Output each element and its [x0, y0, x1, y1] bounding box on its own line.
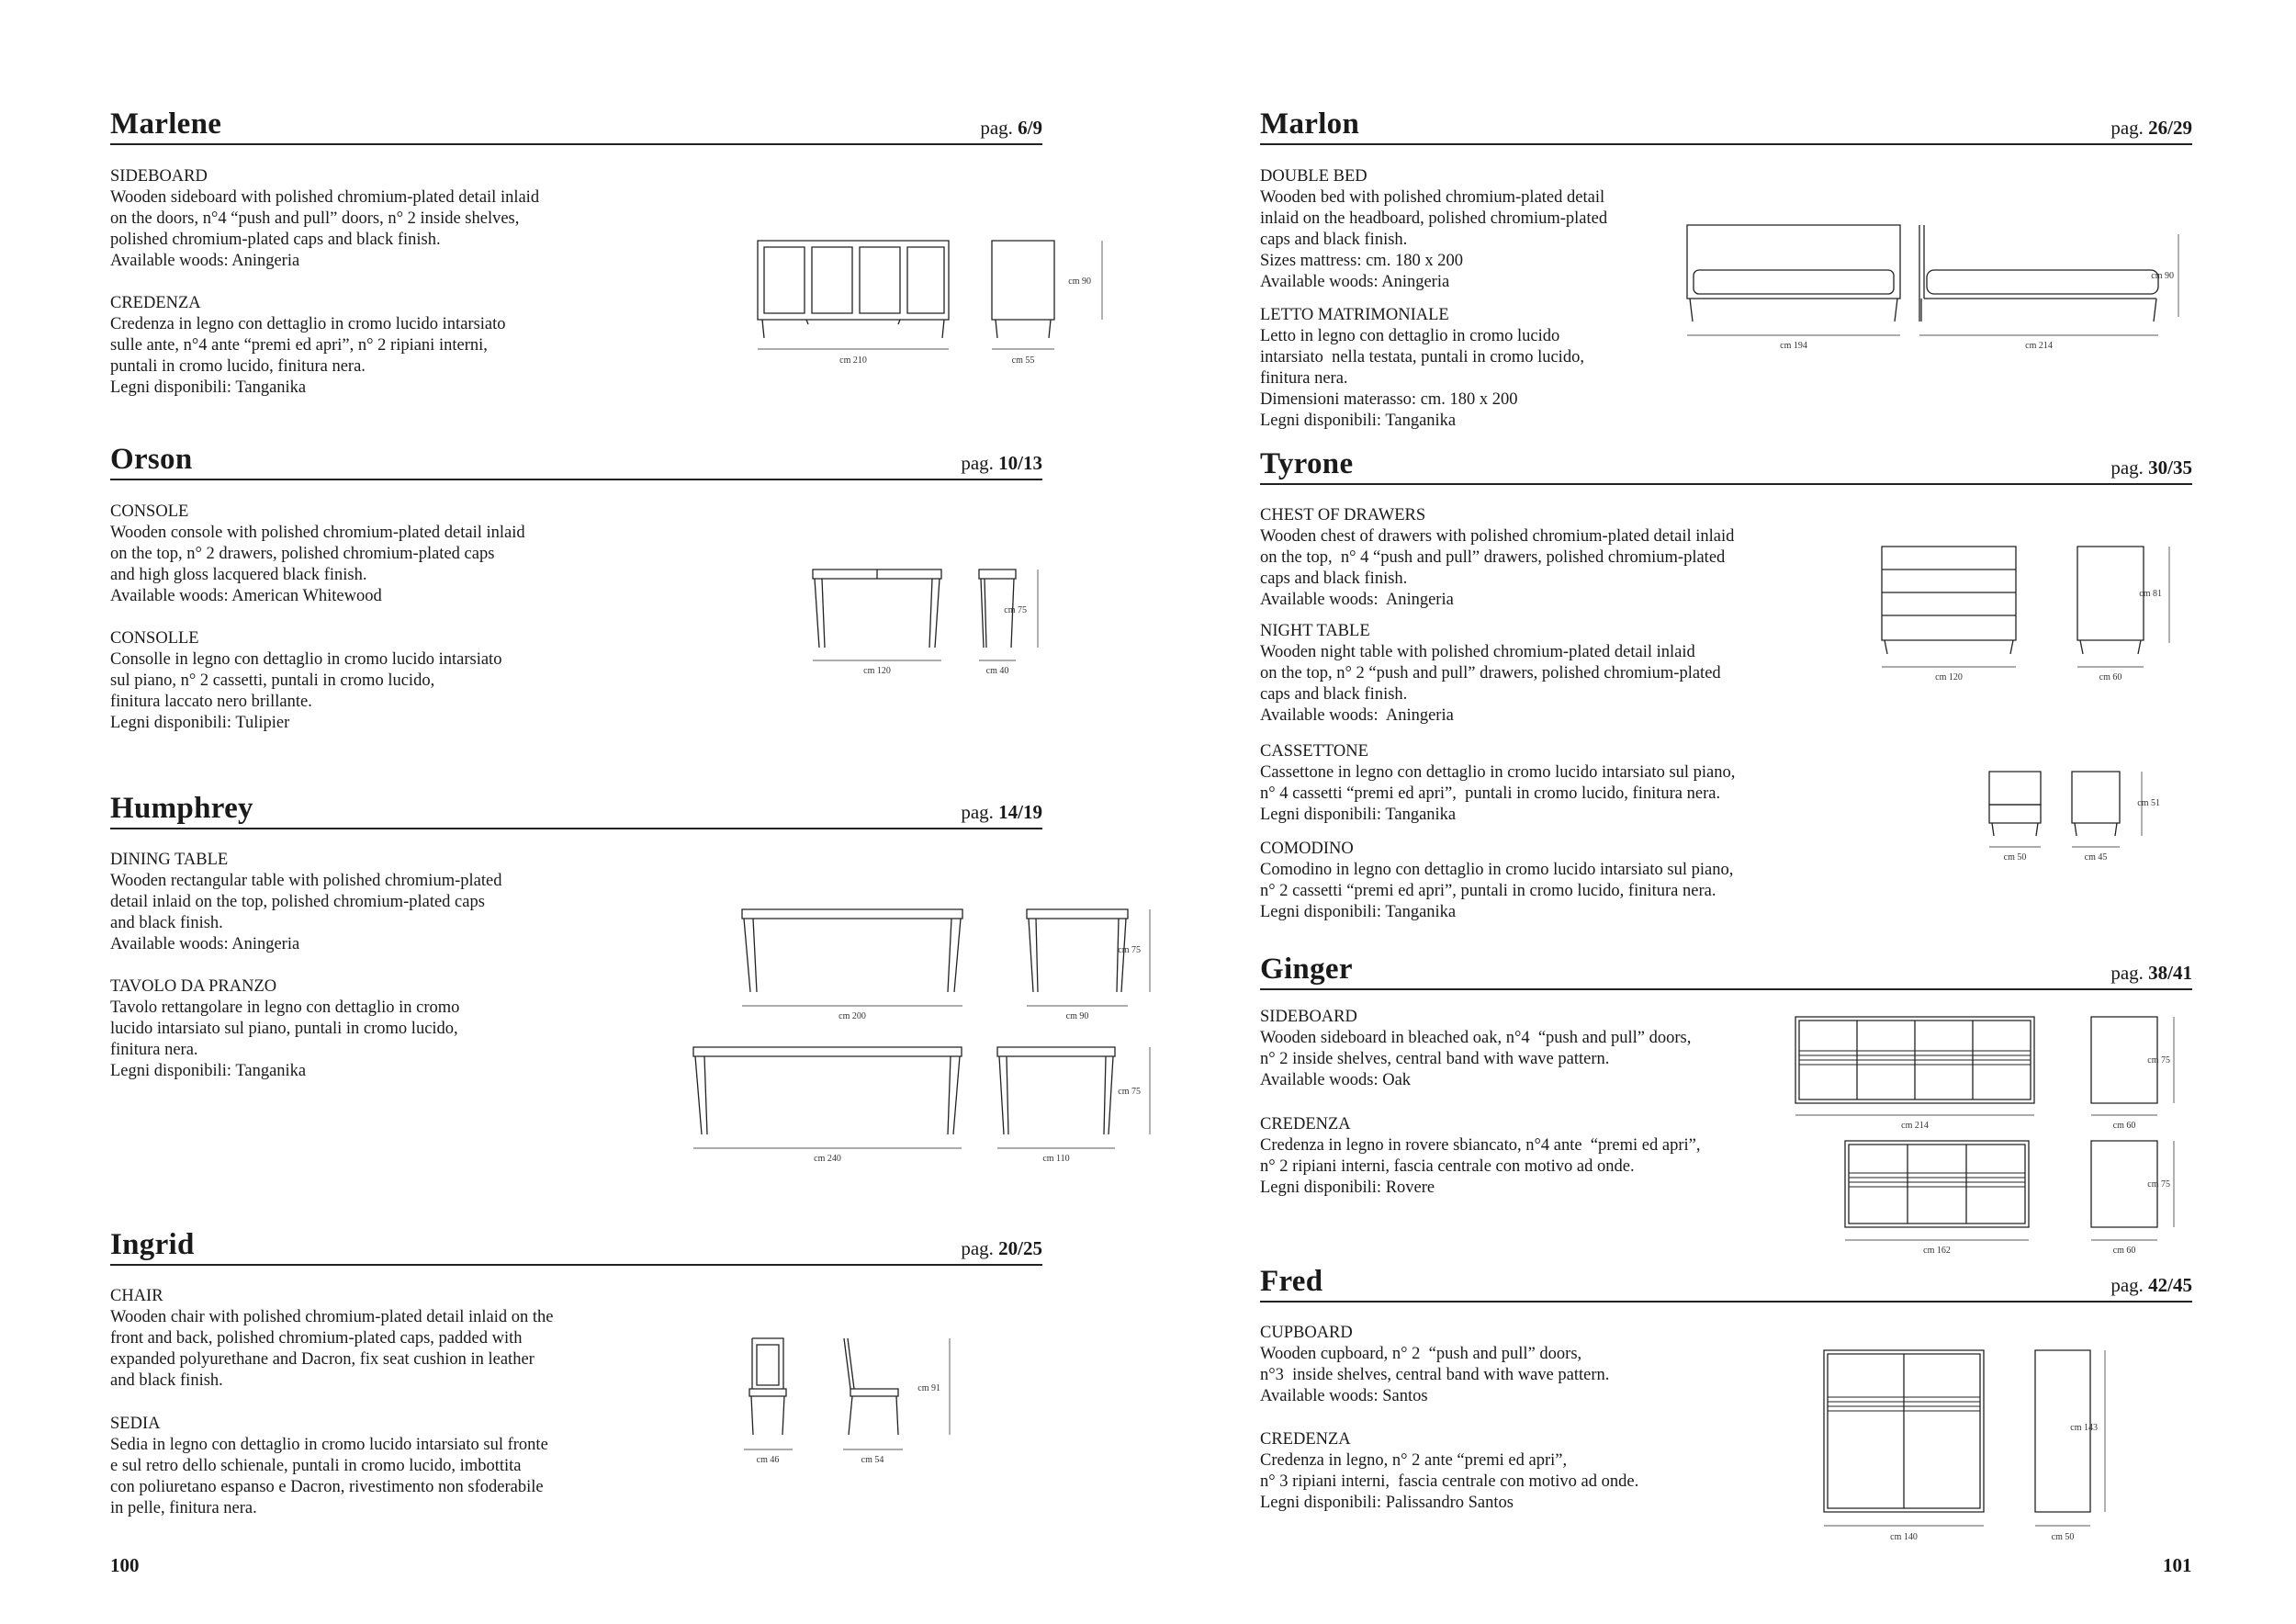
product-type-label: CONSOLLE [110, 629, 199, 648]
dimension-width: cm 50 [2003, 852, 2027, 863]
section-tyrone [1260, 441, 2192, 937]
nightstand-side [2072, 772, 2120, 836]
product-type-label: SEDIA [110, 1415, 161, 1433]
product-description: Sedia in legno con dettaglio in cromo lucido intarsiato sul fronte e sul retro dello schienale, puntali in cromo lucido, imbottita con poliuretano espanso e Dacron, rivestimento non sfoderabile in pelle, finitura nera. [110, 1436, 548, 1517]
description-it [110, 628, 501, 734]
technical-drawing [1683, 220, 2178, 349]
dimension-height: cm 81 [2139, 589, 2162, 599]
dimension-height: cm 75 [1118, 945, 1141, 955]
section-orson [110, 436, 1042, 739]
section-header [1260, 1258, 2192, 1303]
page-number-left: 100 [110, 1554, 140, 1576]
section-marlene [110, 101, 1091, 413]
product-description: Credenza in legno con dettaglio in cromo lucido intarsiato sulle ante, n°4 ante “premi ed apri”, n° 2 ripiani interni, puntali in cromo lucido, finitura nera. Legni disponibili: Tanganika [110, 315, 506, 397]
dimension-depth: cm 60 [2099, 672, 2122, 682]
description-en [110, 1286, 553, 1392]
description-en [1260, 505, 1734, 611]
dimension-width: cm 46 [756, 1455, 780, 1465]
product-type-label: CONSOLE [110, 502, 189, 521]
description-it [110, 293, 506, 399]
section-title: Tyrone [1260, 447, 1354, 480]
dimension-width: cm 210 [839, 355, 867, 366]
product-type-label: TAVOLO DA PRANZO [110, 977, 277, 996]
page-reference: pag. 38/41 [2110, 962, 2192, 984]
page-reference: pag. 14/19 [961, 801, 1042, 823]
dimension-width: cm 240 [814, 1154, 841, 1164]
product-description: Wooden night table with polished chromium-plated detail inlaid on the top, n° 2 “push and pull” drawers, polished chromium-plated caps and black finish. Available woods: Aningeria [1260, 643, 1721, 725]
dimension-width: cm 140 [1890, 1532, 1918, 1542]
dimension-height: cm 75 [1004, 605, 1027, 615]
dimension-height: cm 90 [2151, 271, 2174, 281]
dimension-width: cm 162 [1923, 1246, 1951, 1256]
product-type-label: CHEST OF DRAWERS [1260, 506, 1426, 524]
description-en [110, 166, 539, 272]
section-title: Fred [1260, 1265, 1323, 1298]
product-type-label: SIDEBOARD [110, 167, 208, 186]
chest-side [2077, 547, 2144, 654]
nightstand-front [1989, 772, 2041, 836]
dimension-depth: cm 110 [1042, 1154, 1070, 1164]
section-title: Ingrid [110, 1228, 195, 1261]
dimension-height: cm 143 [2070, 1423, 2098, 1433]
product-type-label: CASSETTONE [1260, 742, 1368, 761]
dimension-height: cm 51 [2137, 798, 2160, 808]
dimension-depth: cm 55 [1011, 355, 1035, 366]
sideboard-front [758, 241, 949, 320]
chair-front [749, 1338, 786, 1435]
product-type-label: CUPBOARD [1260, 1324, 1353, 1342]
dimension-height: cm 75 [2147, 1179, 2170, 1190]
table-front-240 [693, 1047, 962, 1056]
product-description: Wooden bed with polished chromium-plated detail inlaid on the headboard, polished chromium-plated caps and black finish. Sizes mattress: cm. 180 x 200 Available woods: Aningeria [1260, 188, 1608, 291]
dimension-width: cm 120 [1935, 672, 1963, 682]
product-description: Consolle in legno con dettaglio in cromo lucido intarsiato sul piano, n° 2 cassetti, puntali in cromo lucido, finitura laccato nero brillante. Legni disponibili: Tulipier [110, 650, 502, 732]
description-en [1260, 166, 1607, 293]
product-description: Wooden sideboard in bleached oak, n°4 “push and pull” doors, n° 2 inside shelves, central band with wave pattern. Available woods: Oak [1260, 1029, 1692, 1089]
console-side [979, 570, 1016, 579]
page-reference: pag. 42/45 [2110, 1274, 2192, 1296]
section-header [110, 436, 1042, 480]
product-description: Comodino in legno con dettaglio in cromo lucido intarsiato sul piano, n° 2 cassetti “premi ed apri”, puntali in cromo lucido, finitura nera. Legni disponibili: Tanganika [1260, 861, 1734, 921]
technical-drawing [643, 230, 1091, 381]
product-description: Tavolo rettangolare in legno con dettaglio in cromo lucido intarsiato sul piano, puntali in cromo lucido, finitura nera. Legni disponibili: Tanganika [110, 998, 460, 1080]
page-reference: pag. 10/13 [961, 452, 1042, 474]
product-description: Wooden cupboard, n° 2 “push and pull” doors, n°3 inside shelves, central band with wave pattern. Available woods: Santos [1260, 1345, 1610, 1405]
technical-drawing [569, 905, 1141, 1171]
dimension-depth: cm 90 [1065, 1011, 1089, 1021]
product-description: Wooden chair with polished chromium-plated detail inlaid on the front and back, polished chromium-plated caps, padded with expanded polyurethane and Dacron, fix seat cushion in leather and black finish. [110, 1308, 554, 1390]
description-en [1260, 1323, 1609, 1407]
section-marlon [1260, 101, 2192, 432]
dimension-depth: cm 60 [2112, 1246, 2136, 1256]
section-header [110, 1222, 1042, 1266]
product-type-label: DINING TABLE [110, 851, 229, 869]
page-number-right: 101 [2163, 1554, 2192, 1576]
technical-drawing [735, 1334, 974, 1472]
product-type-label: SIDEBOARD [1260, 1008, 1357, 1026]
page-reference: pag. 20/25 [961, 1237, 1042, 1259]
description-it [1260, 741, 1735, 826]
section-title: Orson [110, 443, 193, 476]
product-description: Letto in legno con dettaglio in cromo lucido intarsiato nella testata, puntali in cromo lucido, finitura nera. Dimensioni materasso: cm. 180 x 200 Legni disponibili: Tanganika [1260, 327, 1584, 430]
product-description: Cassettone in legno con dettaglio in cromo lucido intarsiato sul piano, n° 4 cassetti “premi ed apri”, puntali in cromo lucido, finitura nera. Legni disponibili: Tanganika [1260, 763, 1736, 824]
technical-drawing [1866, 542, 2188, 891]
product-description: Wooden chest of drawers with polished chromium-plated detail inlaid on the top, n° 4 “push and pull” drawers, polished chromium-plated caps and black finish. Available woods: Aningeria [1260, 527, 1735, 609]
description-en [1260, 1007, 1691, 1091]
description-it [1260, 305, 1584, 432]
description-en-2 [1260, 621, 1721, 727]
section-header [1260, 946, 2192, 990]
description-it [110, 1414, 548, 1519]
description-en [110, 850, 501, 955]
dimension-length: cm 214 [2025, 341, 2053, 351]
section-header [1260, 101, 2192, 145]
product-type-label: CREDENZA [110, 294, 201, 312]
technical-drawing [1811, 1346, 2160, 1552]
section-title: Marlon [1260, 107, 1360, 141]
section-title: Ginger [1260, 953, 1353, 986]
dimension-height: cm 75 [1118, 1087, 1141, 1097]
dimension-depth: cm 54 [861, 1455, 884, 1465]
bed-side [1919, 225, 2158, 321]
description-en [110, 502, 525, 607]
description-it [110, 976, 459, 1082]
description-it [1260, 1429, 1638, 1514]
product-type-label: DOUBLE BED [1260, 167, 1367, 186]
dimension-height: cm 91 [917, 1383, 940, 1393]
section-header [1260, 441, 2192, 485]
description-it-2 [1260, 839, 1733, 923]
product-type-label: CREDENZA [1260, 1115, 1351, 1133]
product-type-label: NIGHT TABLE [1260, 622, 1370, 640]
dimension-width: cm 214 [1901, 1121, 1929, 1131]
product-type-label: CHAIR [110, 1287, 163, 1305]
page-reference: pag. 6/9 [980, 117, 1042, 139]
section-humphrey [110, 785, 1141, 1190]
section-ginger [1260, 946, 2192, 1256]
product-description: Wooden sideboard with polished chromium-plated detail inlaid on the doors, n°4 “push and pull” doors, n° 2 inside shelves, polished chromium-plated caps and black finish. Available woods: Aningeria [110, 188, 540, 270]
section-fred [1260, 1258, 2192, 1552]
section-title: Marlene [110, 107, 222, 141]
chair-side [844, 1338, 898, 1435]
cupboard-front [1824, 1350, 1984, 1512]
product-description: Wooden console with polished chromium-plated detail inlaid on the top, n° 2 drawers, polished chromium-plated caps and high gloss lacquered black finish. Available woods: American Whitewood [110, 524, 525, 605]
page-reference: pag. 30/35 [2110, 457, 2192, 479]
table-side-110 [997, 1047, 1115, 1056]
sideboard-214-front [1795, 1017, 2034, 1103]
dimension-depth: cm 50 [2051, 1532, 2075, 1542]
section-ingrid [110, 1222, 1042, 1534]
dimension-depth: cm 60 [2112, 1121, 2136, 1131]
product-description: Credenza in legno, n° 2 ante “premi ed apri”, n° 3 ripiani interni, fascia centrale con motivo ad onde. Legni disponibili: Palissandro Santos [1260, 1451, 1639, 1512]
product-description: Credenza in legno in rovere sbiancato, n°4 ante “premi ed apri”, n° 2 ripiani interni, fascia centrale con motivo ad onde. Legni disponibili: Rovere [1260, 1136, 1701, 1197]
dimension-width: cm 200 [838, 1011, 866, 1021]
chest-front [1882, 547, 2016, 654]
sideboard-162-front [1845, 1141, 2029, 1227]
dimension-width: cm 194 [1780, 341, 1807, 351]
table-front-200 [742, 909, 962, 919]
description-it [1260, 1114, 1700, 1199]
bed-front [1687, 225, 1900, 321]
product-type-label: CREDENZA [1260, 1430, 1351, 1449]
sideboard-side [992, 241, 1054, 320]
page-reference: pag. 26/29 [2110, 117, 2192, 139]
dimension-height: cm 75 [2147, 1055, 2170, 1066]
technical-drawing [698, 565, 1027, 694]
dimension-depth: cm 45 [2084, 852, 2108, 863]
section-header [110, 785, 1042, 829]
product-type-label: LETTO MATRIMONIALE [1260, 306, 1449, 324]
table-side-90 [1027, 909, 1128, 919]
technical-drawing [1788, 1012, 2192, 1260]
product-type-label: COMODINO [1260, 840, 1354, 858]
dimension-depth: cm 40 [985, 666, 1009, 676]
product-description: Wooden rectangular table with polished chromium-plated detail inlaid on the top, polished chromium-plated caps and black finish. Available woods: Aningeria [110, 872, 502, 953]
section-header [110, 101, 1042, 145]
dimension-width: cm 120 [863, 666, 891, 676]
dimension-height: cm 90 [1068, 276, 1091, 287]
section-title: Humphrey [110, 792, 253, 825]
